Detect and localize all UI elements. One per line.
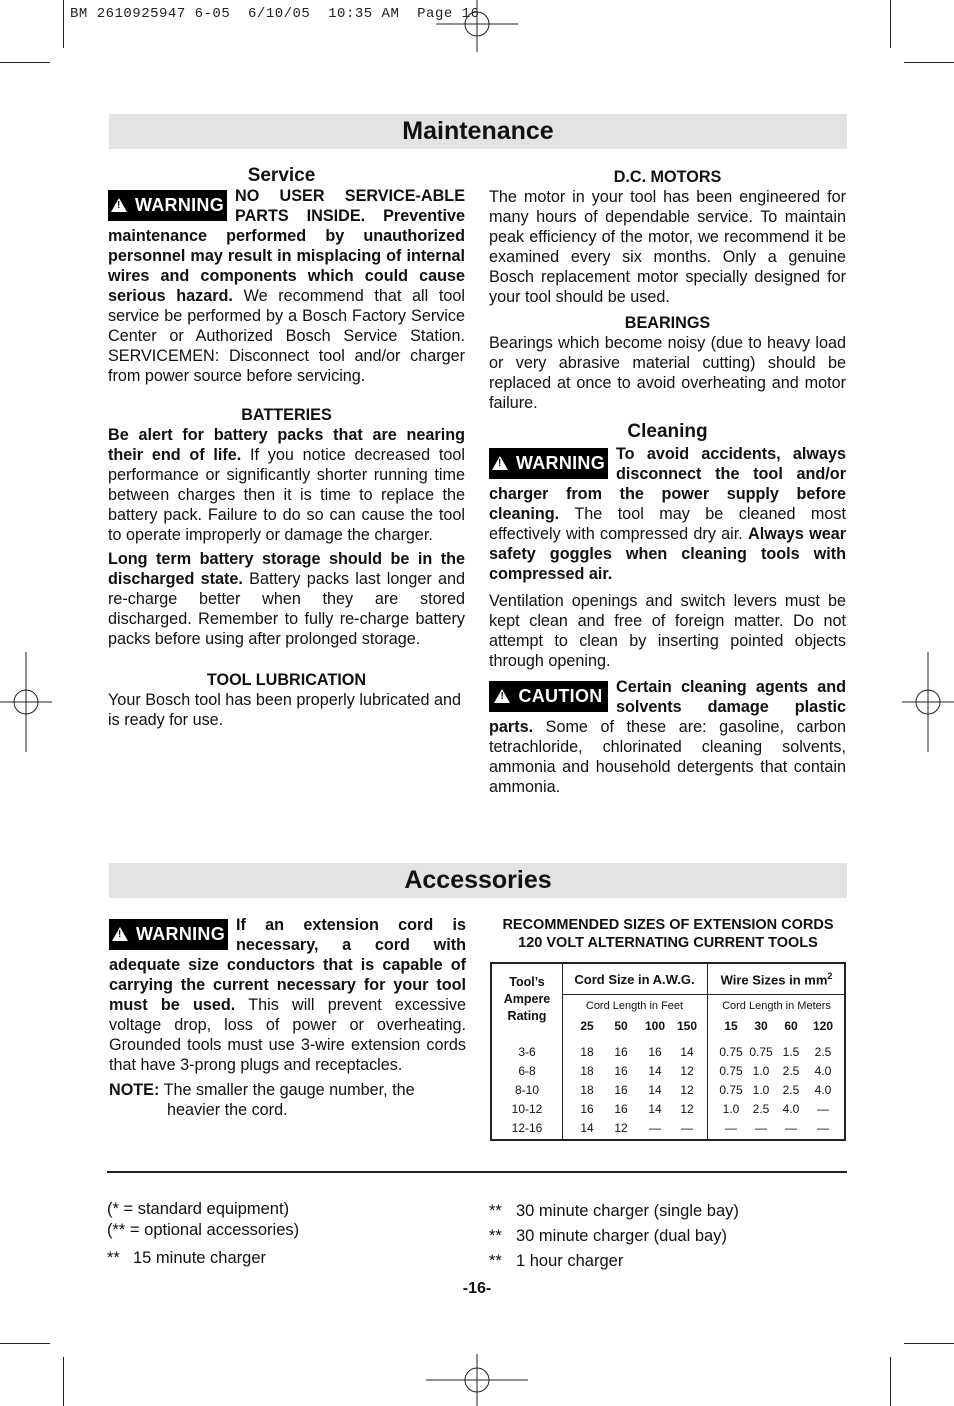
awg-cell: 16 xyxy=(580,1102,594,1116)
crop-mark xyxy=(0,1343,50,1344)
mm-cell: 2.5 xyxy=(782,1064,800,1078)
mm-cell: — xyxy=(817,1102,829,1116)
caution-badge: !CAUTION xyxy=(489,681,608,712)
mm-cell: 4.0 xyxy=(782,1102,800,1116)
batteries-paragraph-1: Be alert for battery packs that are nearing their end of life. If you notice decreased tool performance or significantly shorter running time between charges then it is time to replace the battery pack. Failure to do so can cause the tool to operate improperly or damage the charger. xyxy=(108,426,465,544)
service-warning-text: NO USER SERVICE-ABLE PARTS INSIDE. Preventive maintenance performed by unauthorized personnel may result in misplacing of internal wires and components which could cause serious hazard. xyxy=(108,187,465,305)
feet-length-label: 150 xyxy=(676,1019,698,1033)
ampere-rating-cell: 6-8 xyxy=(518,1064,536,1078)
mm-cell: 2.5 xyxy=(814,1045,832,1059)
meters-header: Cord Length in Meters xyxy=(722,1000,831,1012)
dc-motors-text: The motor in your tool has been engineered for many hours of dependable service. To maintain peak efficiency of the motor, we recommend it be examined every six months. Only a genuine Bosch replacement motor specially designed for your tool should be used. xyxy=(489,188,846,306)
crop-mark xyxy=(890,1357,891,1406)
lubrication-text: Your Bosch tool has been properly lubricated and is ready for use. xyxy=(108,691,462,729)
service-title: Service xyxy=(247,165,316,186)
crop-mark xyxy=(0,62,50,63)
table-title: RECOMMENDED SIZES OF EXTENSION CORDS 120 VOLT ALTERNATING CURRENT TOOLS xyxy=(502,917,834,951)
ampere-rating-cell: 8-10 xyxy=(514,1083,540,1097)
awg-cell: 12 xyxy=(680,1083,694,1097)
footer-item: ** 30 minute charger (dual bay) xyxy=(489,1227,727,1245)
mm-cell: 2.5 xyxy=(752,1102,770,1116)
mm-cell: 4.0 xyxy=(814,1064,832,1078)
warning-triangle-icon xyxy=(111,198,127,212)
mm-cell: 0.75 xyxy=(719,1064,743,1078)
extension-cord-warning: !WARNING If an extension cord is necessary, a cord with adequate size conductors that is capable of carrying the current necessary for your tool must be used. This will prevent excessive voltage drop, loss of power or overheating. Grounded tools must use 3-wire extension cords that have 3-prong plugs and receptacles. xyxy=(109,915,466,1075)
awg-cell: 14 xyxy=(648,1102,662,1116)
meters-length-label: 30 xyxy=(754,1019,768,1033)
awg-cell: 18 xyxy=(580,1045,594,1059)
service-paragraph xyxy=(108,186,465,386)
awg-cell: — xyxy=(681,1121,693,1135)
footer-rule xyxy=(107,1171,847,1173)
awg-cell: 16 xyxy=(614,1102,628,1116)
awg-cell: 16 xyxy=(614,1083,628,1097)
mm-header: Wire Sizes in $mm^2$ xyxy=(720,971,833,988)
batteries-paragraph-2: Long term battery storage should be in the discharged state. Battery packs last longer and re-charge better when they are stored discharged. Remember to fully re-charge battery packs before using after prolonged storage. xyxy=(108,550,465,648)
registration-mark-icon xyxy=(0,652,52,752)
maintenance-right-column xyxy=(489,167,846,797)
bearings-text: Bearings which become noisy (due to heavy load or very abrasive material cutting) should be replaced at once to avoid overheating and motor failure. xyxy=(489,334,846,412)
awg-cell: 14 xyxy=(580,1121,594,1135)
registration-mark-icon xyxy=(902,652,954,752)
maintenance-left-column xyxy=(108,166,465,730)
warning-badge: !WARNING xyxy=(489,448,608,479)
warning-triangle-icon xyxy=(112,927,128,941)
mm-cell: — xyxy=(755,1121,767,1135)
mm-cell: 2.5 xyxy=(782,1083,800,1097)
legend-standard: (* = standard equipment) xyxy=(107,1200,290,1218)
crop-mark xyxy=(890,0,891,48)
service-text: We recommend that all tool service be performed by a Bosch Factory Service Center or Authorized Bosch Service Station. SERVICEMEN: Disconnect tool and/or charger from power source before servicing. xyxy=(108,287,465,385)
mm-cell: 0.75 xyxy=(749,1045,773,1059)
warning-triangle-icon xyxy=(492,456,508,470)
cleaning-title: Cleaning xyxy=(627,421,708,442)
footer-item: ** 30 minute charger (single bay) xyxy=(489,1202,739,1220)
print-slug: BM 2610925947 6-05 6/10/05 10:35 AM Page 16 xyxy=(70,6,480,22)
feet-length-label: 50 xyxy=(614,1019,628,1033)
maintenance-heading: Maintenance xyxy=(109,114,847,149)
ampere-rating-cell: 10-12 xyxy=(511,1102,543,1116)
meters-length-label: 60 xyxy=(784,1019,798,1033)
crop-mark xyxy=(904,1343,954,1344)
awg-cell: 14 xyxy=(680,1045,694,1059)
awg-cell: 12 xyxy=(680,1064,694,1078)
mm-cell: 0.75 xyxy=(719,1083,743,1097)
accessories-heading: Accessories xyxy=(109,863,847,898)
caution-paragraph: !CAUTION Certain cleaning agents and solvents damage plastic parts. Some of these are: gasoline, carbon tetrachloride, chlorinated cleaning solvents, ammonia and household detergents that contain ammonia. xyxy=(489,677,846,797)
feet-header: Cord Length in Feet xyxy=(585,1000,684,1012)
mm-cell: 4.0 xyxy=(814,1083,832,1097)
awg-cell: — xyxy=(649,1121,661,1135)
awg-cell: 14 xyxy=(648,1083,662,1097)
crop-mark xyxy=(904,62,954,63)
footer-right xyxy=(489,1199,849,1274)
warning-badge: !WARNING xyxy=(109,919,228,950)
mm-cell: — xyxy=(785,1121,797,1135)
awg-cell: 16 xyxy=(648,1045,662,1059)
legend-optional: (** = optional accessories) xyxy=(107,1221,300,1239)
feet-length-label: 100 xyxy=(644,1019,666,1033)
crop-mark xyxy=(63,0,64,48)
awg-cell: 18 xyxy=(580,1064,594,1078)
meters-length-label: 120 xyxy=(812,1019,834,1033)
awg-cell: 16 xyxy=(614,1045,628,1059)
awg-cell: 18 xyxy=(580,1083,594,1097)
mm-cell: 1.0 xyxy=(752,1083,770,1097)
awg-cell: 14 xyxy=(648,1064,662,1078)
accessories-left-column xyxy=(109,915,466,1120)
awg-header: Cord Size in A.W.G. xyxy=(574,972,695,987)
page-number: -16- xyxy=(462,1280,492,1297)
mm-cell: 1.5 xyxy=(782,1045,800,1059)
warning-triangle-icon xyxy=(494,689,510,703)
mm-cell: 1.0 xyxy=(752,1064,770,1078)
mm-cell: — xyxy=(725,1121,737,1135)
warning-badge: !WARNING xyxy=(108,190,227,221)
gauge-note: NOTE: The smaller the gauge number, the heavier the cord. xyxy=(109,1081,415,1119)
cleaning-paragraph: !WARNING To avoid accidents, always disconnect the tool and/or charger from the power supply before cleaning. The tool may be cleaned most effectively with compressed dry air. Always wear safety goggles when cleaning tools with compressed air. xyxy=(489,444,846,584)
crop-mark xyxy=(63,1357,64,1406)
footer-item: ** 1 hour charger xyxy=(489,1252,624,1270)
awg-cell: 12 xyxy=(614,1121,628,1135)
feet-length-label: 25 xyxy=(580,1019,594,1033)
rating-header: Tool’s Ampere Rating xyxy=(503,975,551,1023)
mm-cell: — xyxy=(817,1121,829,1135)
meters-length-label: 15 xyxy=(724,1019,738,1033)
mm-cell: 1.0 xyxy=(722,1102,740,1116)
lubrication-title: TOOL LUBRICATION xyxy=(206,671,367,689)
footer-left xyxy=(107,1199,447,1269)
ventilation-text: Ventilation openings and switch levers must be kept clean and free of foreign matter. Do not attempt to clean by inserting pointed objects through opening. xyxy=(489,592,846,670)
ampere-rating-cell: 3-6 xyxy=(518,1045,536,1059)
registration-mark-icon xyxy=(426,1354,528,1406)
extension-cord-table xyxy=(490,962,846,1141)
ampere-rating-cell: 12-16 xyxy=(511,1121,543,1135)
mm-cell: 0.75 xyxy=(719,1045,743,1059)
footer-item: ** 15 minute charger xyxy=(107,1249,266,1267)
dc-motors-title: D.C. MOTORS xyxy=(613,168,722,186)
awg-cell: 12 xyxy=(680,1102,694,1116)
batteries-title: BATTERIES xyxy=(241,406,332,424)
bearings-title: BEARINGS xyxy=(624,314,711,332)
awg-cell: 16 xyxy=(614,1064,628,1078)
